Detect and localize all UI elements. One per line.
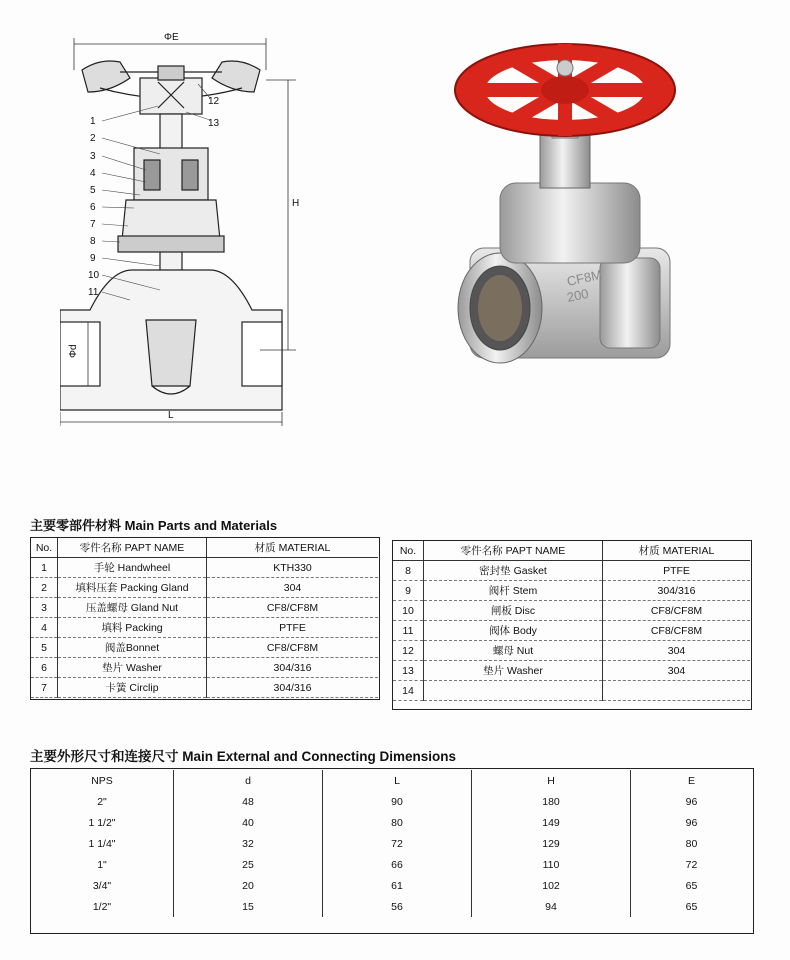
cell-d: 15 xyxy=(174,896,323,917)
cell-material: 304 xyxy=(207,578,379,598)
cell-l: 56 xyxy=(323,896,472,917)
cell-name: 手轮 Handwheel xyxy=(58,558,207,578)
table-row xyxy=(31,896,752,917)
cell-material: PTFE xyxy=(603,561,751,581)
table-row xyxy=(31,875,752,896)
header-nps: NPS xyxy=(31,770,174,791)
callout-12: 12 xyxy=(208,96,220,107)
table-row xyxy=(393,561,750,581)
callout-11: 11 xyxy=(88,287,99,298)
cell-no: 14 xyxy=(393,681,424,701)
header-h: H xyxy=(472,770,631,791)
cell-no: 8 xyxy=(393,561,424,581)
callout-5: 5 xyxy=(90,185,96,196)
table-row xyxy=(31,578,378,598)
cell-h: 149 xyxy=(472,812,631,833)
header-l: L xyxy=(323,770,472,791)
cell-no: 2 xyxy=(31,578,58,598)
cell-name: 垫片 Washer xyxy=(58,658,207,678)
cell-material: 304/316 xyxy=(207,678,379,698)
cell-no: 4 xyxy=(31,618,58,638)
table-row xyxy=(393,601,750,621)
cell-h: 180 xyxy=(472,791,631,812)
table-row xyxy=(31,658,378,678)
cell-no: 7 xyxy=(31,678,58,698)
cell-material: CF8/CF8M xyxy=(207,598,379,618)
dim-label-phi-e: ΦE xyxy=(164,32,179,43)
valve-cross-section-drawing xyxy=(60,30,320,430)
cell-d: 32 xyxy=(174,833,323,854)
cell-l: 61 xyxy=(323,875,472,896)
dim-label-phi-d: Φd xyxy=(68,344,79,358)
table-row xyxy=(31,598,378,618)
table-row xyxy=(31,558,378,578)
dim-label-l: L xyxy=(168,410,174,421)
cell-e: 96 xyxy=(685,795,698,808)
cell-no: 5 xyxy=(31,638,58,658)
cell-nps: 1 1/4" xyxy=(31,833,174,854)
cell-e: 80 xyxy=(685,837,698,850)
cell-no: 13 xyxy=(393,661,424,681)
table-row xyxy=(393,581,750,601)
header-e: E xyxy=(687,774,695,787)
cell-nps: 1 1/2" xyxy=(31,812,174,833)
cell-material: CF8/CF8M xyxy=(207,638,379,658)
table-header-row xyxy=(31,538,378,558)
parts-table-left xyxy=(31,538,378,698)
cell-no: 3 xyxy=(31,598,58,618)
callout-9: 9 xyxy=(90,253,96,264)
cell-nps: 2" xyxy=(31,791,174,812)
callout-3: 3 xyxy=(90,151,96,162)
callout-6: 6 xyxy=(90,202,96,213)
cell-no: 11 xyxy=(393,621,424,641)
cell-material: 304 xyxy=(603,641,751,661)
cell-name: 阀体 Body xyxy=(424,621,603,641)
table-header-row xyxy=(393,541,750,561)
callout-4: 4 xyxy=(90,168,96,179)
parts-section-title: 主要零部件材料 Main Parts and Materials xyxy=(30,518,278,533)
table-header-row xyxy=(31,770,752,791)
cell-name: 填料压套 Packing Gland xyxy=(58,578,207,598)
header-material: 材质 MATERIAL xyxy=(207,538,379,558)
table-row xyxy=(31,618,378,638)
header-material: 材质 MATERIAL xyxy=(603,541,751,561)
table-row xyxy=(31,791,752,812)
cell-name: 阀杆 Stem xyxy=(424,581,603,601)
cell-material: PTFE xyxy=(207,618,379,638)
cell-nps: 1" xyxy=(31,854,174,875)
cell-h: 102 xyxy=(472,875,631,896)
table-row xyxy=(393,661,750,681)
header-no: No. xyxy=(31,538,58,558)
cell-h: 110 xyxy=(472,854,631,875)
cell-name: 垫片 Washer xyxy=(424,661,603,681)
dims-table xyxy=(31,770,752,917)
header-d: d xyxy=(174,770,323,791)
cell-e: 72 xyxy=(685,858,698,871)
table-row xyxy=(31,638,378,658)
cell-material: 304/316 xyxy=(603,581,751,601)
callout-1: 1 xyxy=(90,116,96,127)
cell-nps: 3/4" xyxy=(31,875,174,896)
cell-material: 304 xyxy=(603,661,751,681)
cell-l: 66 xyxy=(323,854,472,875)
callout-13: 13 xyxy=(208,118,220,129)
callout-2: 2 xyxy=(90,133,96,144)
table-row xyxy=(393,681,750,701)
table-row xyxy=(31,833,752,854)
cell-name xyxy=(424,681,603,701)
cell-l: 72 xyxy=(323,833,472,854)
cell-no: 6 xyxy=(31,658,58,678)
cell-no: 1 xyxy=(31,558,58,578)
cell-h: 129 xyxy=(472,833,631,854)
callout-8: 8 xyxy=(90,236,96,247)
table-row xyxy=(31,812,752,833)
cell-material: 304/316 xyxy=(207,658,379,678)
cell-d: 40 xyxy=(174,812,323,833)
cell-no: 10 xyxy=(393,601,424,621)
cell-e: 65 xyxy=(685,900,698,913)
cell-material xyxy=(603,681,751,701)
cell-material: CF8/CF8M xyxy=(603,601,751,621)
cell-d: 20 xyxy=(174,875,323,896)
callout-10: 10 xyxy=(88,270,100,281)
cell-name: 阀盖Bonnet xyxy=(58,638,207,658)
body-mark-cf8m: CF8M xyxy=(565,266,604,289)
cell-d: 25 xyxy=(174,854,323,875)
cell-no: 12 xyxy=(393,641,424,661)
cell-name: 压盖螺母 Gland Nut xyxy=(58,598,207,618)
cell-d: 48 xyxy=(174,791,323,812)
cell-h: 94 xyxy=(472,896,631,917)
cell-nps: 1/2" xyxy=(31,896,174,917)
cell-l: 80 xyxy=(323,812,472,833)
header-name: 零件名称 PAPT NAME xyxy=(424,541,603,561)
table-row xyxy=(393,621,750,641)
table-row xyxy=(393,641,750,661)
cell-name: 填料 Packing xyxy=(58,618,207,638)
header-no: No. xyxy=(393,541,424,561)
table-row xyxy=(31,678,378,698)
cell-material: CF8/CF8M xyxy=(603,621,751,641)
dim-label-h: H xyxy=(292,198,300,209)
header-name: 零件名称 PAPT NAME xyxy=(58,538,207,558)
cell-name: 密封垫 Gasket xyxy=(424,561,603,581)
cell-name: 闸板 Disc xyxy=(424,601,603,621)
cell-material: KTH330 xyxy=(207,558,379,578)
cell-e: 96 xyxy=(685,816,698,829)
cell-l: 90 xyxy=(323,791,472,812)
table-row xyxy=(31,854,752,875)
body-mark-200: 200 xyxy=(565,285,590,305)
cell-name: 螺母 Nut xyxy=(424,641,603,661)
cell-e: 65 xyxy=(685,879,698,892)
cell-name: 卡簧 Circlip xyxy=(58,678,207,698)
parts-table-right xyxy=(393,541,750,701)
valve-product-photo xyxy=(440,18,690,378)
dims-section-title: 主要外形尺寸和连接尺寸 Main External and Connecting Dimensions xyxy=(30,749,457,764)
cell-no: 9 xyxy=(393,581,424,601)
callout-7: 7 xyxy=(90,219,96,230)
